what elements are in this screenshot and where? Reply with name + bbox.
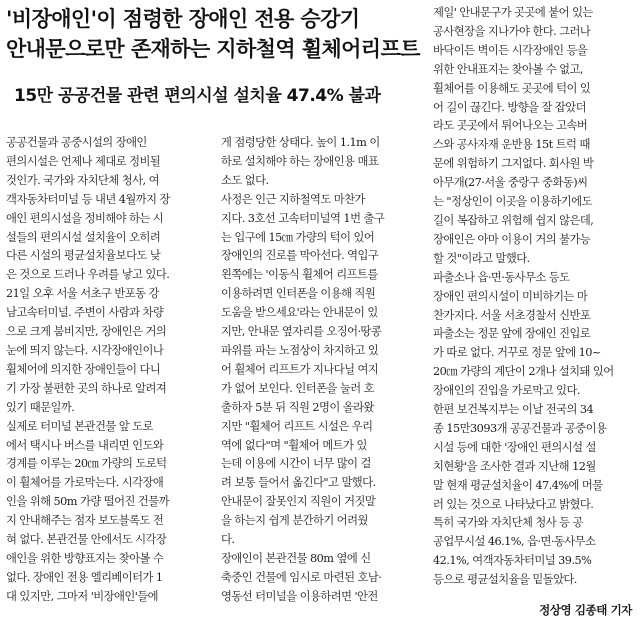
body-column-1 xyxy=(6,134,214,607)
headline-line-2: 안내문으로만 존재하는 지하철역 휠체어리프트 xyxy=(6,37,420,61)
column-1-text: 공공건물과 공중시설의 장애인 편의시설은 언제나 제대로 정비될 것인가. 국가와 자치단체 청사, 여 객자동차터미널 등 내년 4월까지 장 애인 편의시설을 정비해야 하는 시 설들의 편의시설 설치율이 오히려 다른 시설의 평균설치율보다도 낮 은 것으로 드러나 우려를 낳고 있다. 21일 오후 서울 서초구 반포동 강 남고속터미널. 주변이 사람과 차량 으로 크게 붐비지만, 장애인은 거의 눈에 띄지 않는다. 시각장애인이나 휠체어에 의지한 장애인들이 다니 기 가장 불편한 곳의 하나로 알려져 있기 때문일까. 실제로 터미널 본관건물 앞 도로 에서 택시나 버스를 내리면 인도와 경계를 이루는 20㎝ 가량의 도로턱 이 휠체어를 가로막는다. 시각장애 인을 위해 50m 가량 떨어진 건물까 지 안내해주는 점자 보도블록도 전 혀 없다. 본관건물 안에서도 시각장 애인을 위한 방향표지는 찾아볼 수 없다. 장애인 전용 엘리베이터가 1 대 있지만, 그마저 '비장애인'들에 xyxy=(6,136,170,603)
body-column-2 xyxy=(221,134,427,607)
body-column-3 xyxy=(433,4,635,590)
column-2-text: 게 점령당한 상태다. 높이 1.1m 이 하로 설치해야 하는 장애인용 매표 소도 없다. 사정은 인근 지하철역도 마찬가 지다. 3호선 고속터미널역 1번 출구 는 입구에 15㎝ 가량의 턱이 있어 장애인의 진로를 막아선다. 역입구 왼쪽에는 '이동식 휠체어 리프트를 이용하려면 인터폰을 이용해 직원 도움을 받으세요'라는 안내문이 있 지만, 안내문 옆자리를 오징어·땅콩 파위를 파는 노점상이 차지하고 있 어 휠체어 리프트가 지나다닐 여지 가 없어 보인다. 인터폰을 눌러 호 출하자 5분 뒤 직원 2명이 올라왔 지만 "휠체어 리프트 시설은 우리 역에 없다"며 "휠체어 메트가 있 는데 이용에 시간이 너무 많이 걸 려 보통 들어서 옮긴다"고 말했다. 안내문이 잘못인지 직원이 거짓말 을 하는지 쉽게 분간하기 어려웠 다. 장애인이 본관건물 80m 옆에 신 축중인 건물에 임시로 마련된 호남· 영동선 터미널을 이용하려면 '안전 xyxy=(221,136,385,603)
headline-line-1: '비장애인'이 점령한 장애인 전용 승강기 xyxy=(6,7,360,31)
subheadline: 15만 공공건물 관련 편의시설 설치율 47.4% 불과 xyxy=(14,86,381,106)
byline: 정상영 김종태 기자 xyxy=(539,603,632,617)
column-3-text: 제일' 안내문구가 곳곳에 붙어 있는 공사현장을 지나가야 한다. 그러나 바닥이든 벽이든 시각장애인 등을 위한 안내표지는 찾아볼 수 없고, 휠체어를 이용해도 곳곳에 턱이 있 어 길이 끊긴다. 방향을 잘 잡았더 라도 곳곳에서 튀어나오는 고속버 스와 공사자재 운반용 15t 트럭 때 문에 위험하기 그지없다. 회사원 박 아무개(27·서울 중랑구 중화동)씨 는 "정상인이 이곳을 이용하기에도 길이 복잡하고 위험해 쉽지 않은데, 장애인은 아마 이용이 거의 불가능 할 것"이라고 말했다. 파출소나 읍·면·동사무소 등도 장애인 편의시설이 미비하기는 마 찬가지다. 서울 서초경찰서 신반포 파출소는 정문 앞에 장애인 진입로 가 따로 없다. 거꾸로 정문 앞에 10~ 20㎝ 가량의 계단이 2개나 설치돼 있어 장애인의 진입을 가로막고 있다. 한편 보건복지부는 이날 전국의 34 종 15만3093개 공공건물과 공중이용 시설 등에 대한 '장애인 편의시설 설 치현황'을 조사한 결과 지난해 12월 말 현재 평균설치율이 47.4%에 머물 러 있는 것으로 나타났다고 밝혔다. 특히 국가와 자치단체 청사 등 공 공업무시설 46.1%, 읍·면·동사무소 42.1%, 여객자동차터미널 39.5% 등으로 평균설치율을 밑돌았다. xyxy=(433,6,614,587)
headline-block xyxy=(6,4,424,108)
